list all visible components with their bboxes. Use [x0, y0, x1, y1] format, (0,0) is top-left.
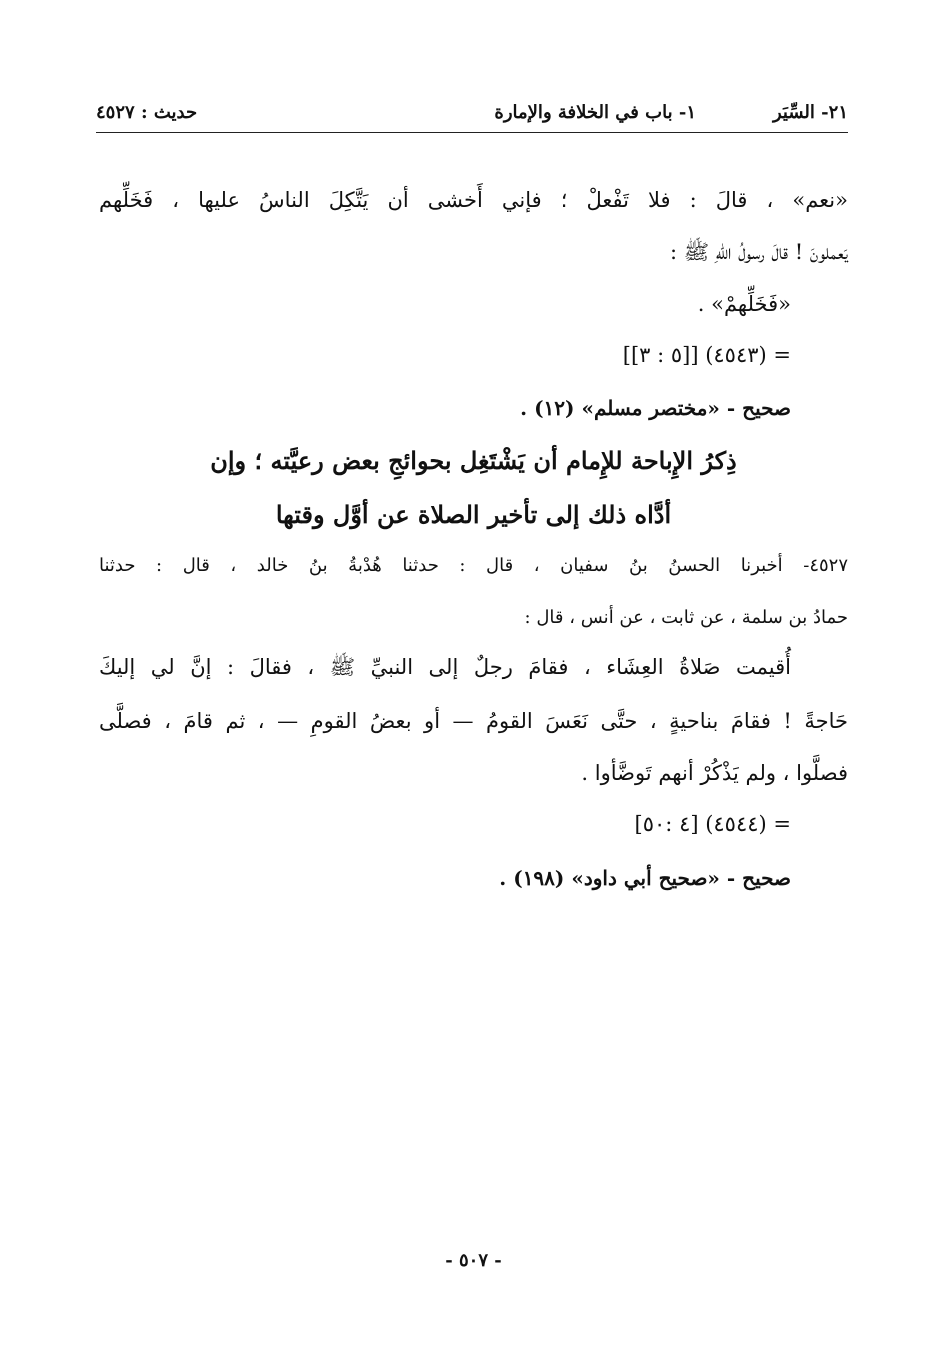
text-line: يَعملونَ ! قالَ رسولُ اللّهِ ﷺ : [669, 240, 848, 264]
chapter-heading-line: ذِكرُ الإِباحة للإِمام أن يَشْتَغِل بحوائجِ بعض رعيَّته ؛ وإن [210, 446, 737, 475]
chapter-heading-line: أدَّاه ذلك إلى تأخير الصلاة عن أوَّل وقتها [275, 500, 672, 529]
text-line: «فَخَلِّهمْ» . [697, 292, 791, 316]
grading-note: صحيح - «صحيح أبي داود» (١٩٨) . [499, 866, 791, 890]
page-number: - ٥٠٧ - [445, 1250, 502, 1271]
isnad-line: حمادُ بن سلمة ، عن ثابت ، عن أنس ، قال : [524, 607, 848, 628]
text-line: «نعم» ، قالَ : فلا تَفْعلْ ؛ فإني أَخشى أن يَتَّكِلَ الناسُ عليها ، فَخَلِّهم [99, 188, 848, 212]
matn-line: أُقيمت صَلاةُ العِشَاء ، فقامَ رجلٌ إلى النبيِّ ﷺ ، فقالَ : إنَّ لي إليكَ [99, 655, 791, 679]
cross-reference: = (٤٥٤٣) [[٥ : ٣]] [622, 343, 791, 367]
matn-line: حَاجةً ! فقامَ بناحيةٍ ، حتَّى نَعَسَ القومُ — أو بعضُ القومِ — ، ثم قامَ ، فصلَّى [99, 709, 848, 733]
matn-line: فصلَّوا ، ولم يَذْكُرْ أنهم تَوضَّأوا . [581, 761, 848, 785]
cross-reference: = (٤٥٤٤) [٤ :٥٠] [634, 812, 791, 836]
page-header [96, 98, 848, 133]
chapter-title: ٢١- السِّيَر [773, 102, 848, 123]
grading-note: صحيح - «مختصر مسلم» (١٢) . [520, 396, 791, 420]
isnad-line: ٤٥٢٧- أخبرنا الحسنُ بنُ سفيان ، قال : حدثنا هُدْبةُ بنُ خالد ، قال : حدثنا [99, 555, 848, 576]
hadith-number-ref: حديث : ٤٥٢٧ [96, 102, 198, 123]
section-title: ١- باب في الخلافة والإمارة [494, 102, 696, 123]
